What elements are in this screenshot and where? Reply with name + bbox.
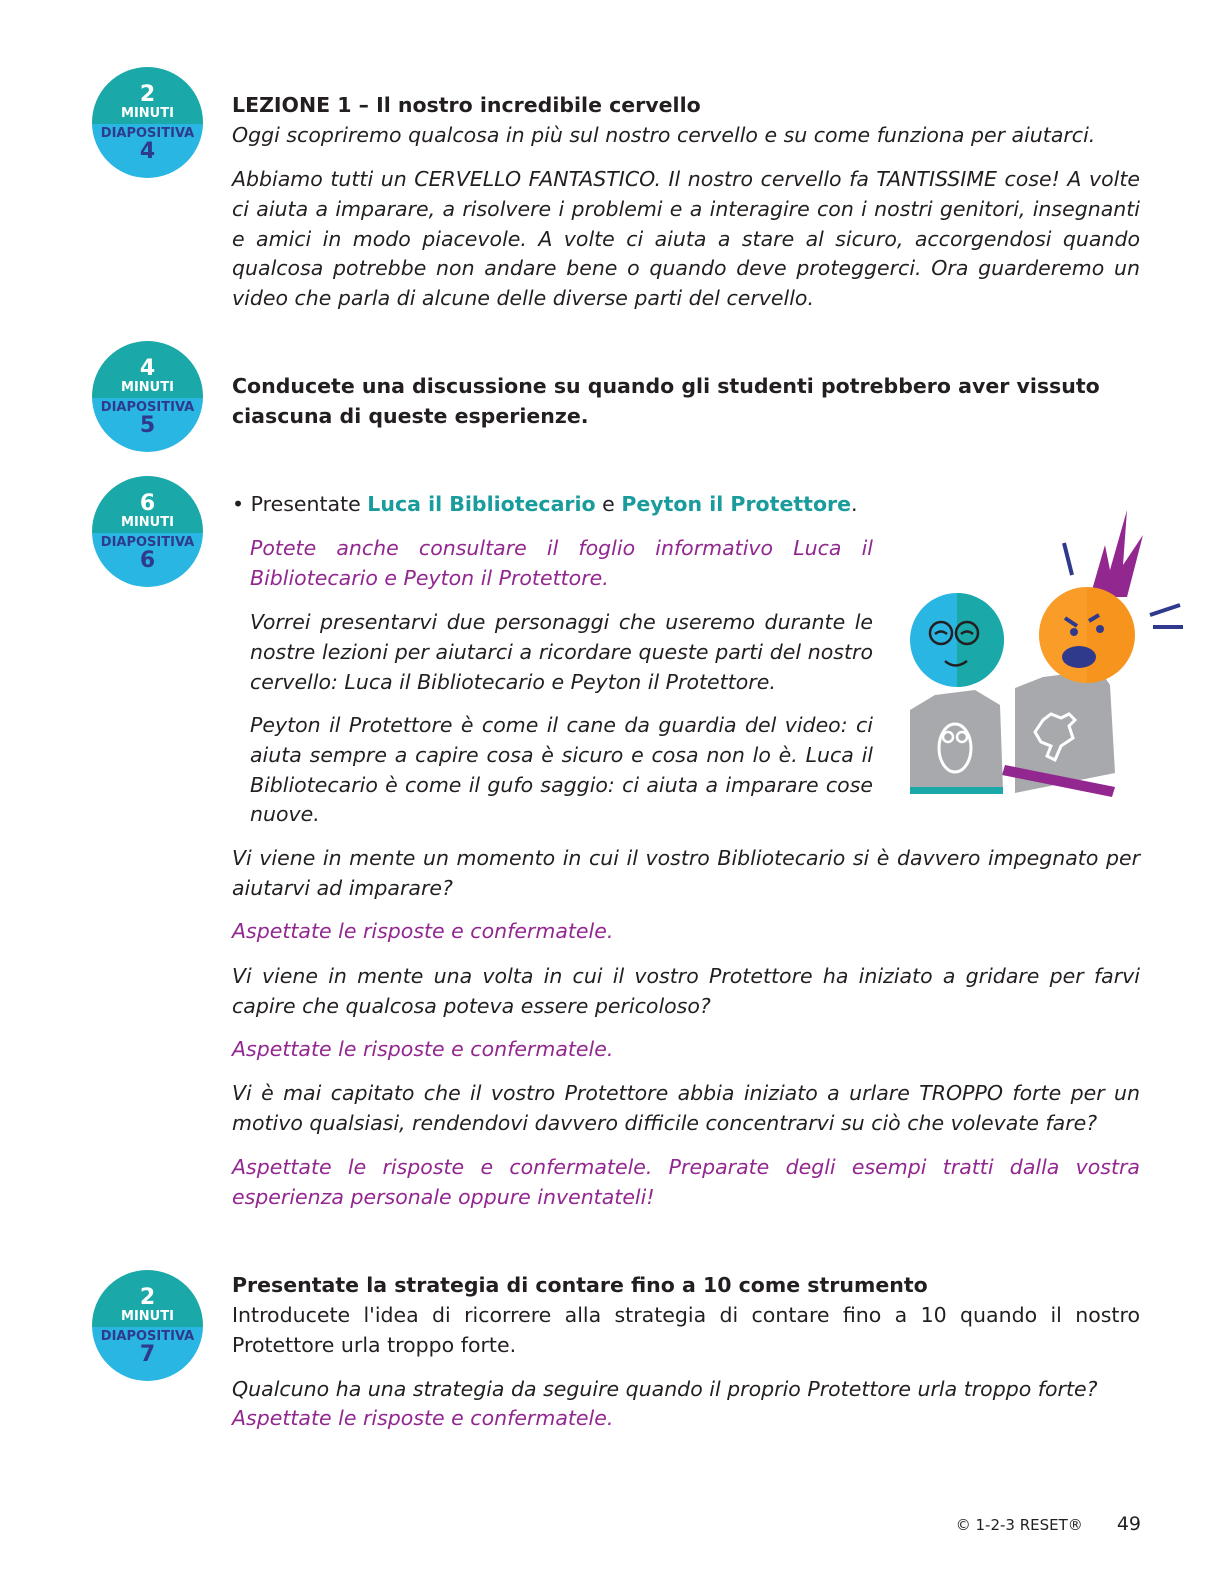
- slide-number: 4: [139, 139, 156, 164]
- question-librarian: Vi viene in mente un momento in cui il vostro Bibliotecario si è davvero impegnato per aiutarvi ad imparare?: [232, 846, 1140, 900]
- luca-peyton-illustration: [905, 505, 1187, 800]
- strategy-heading: Presentate la strategia di contare fino a 10 come strumento: [232, 1273, 928, 1297]
- peyton-head: [1039, 510, 1183, 683]
- slide-label: DIAPOSITIVA: [100, 1329, 195, 1344]
- luca-head: [910, 593, 1004, 687]
- lesson-subtitle: Oggi scopriremo qualcosa in più sul nostro cervello e su come funziona per aiutarci.: [232, 123, 1096, 147]
- info-sheet-note: Potete anche consultare il foglio informativo Luca il Bibliotecario e Peyton il Protettore.: [250, 536, 873, 590]
- time-slide-badge: [92, 67, 203, 178]
- period: .: [851, 492, 858, 516]
- copyright: © 1-2-3 RESET®: [955, 1516, 1083, 1534]
- minutes-label: MINUTI: [121, 106, 174, 121]
- intro-paragraph: Abbiamo tutti un CERVELLO FANTASTICO. Il nostro cervello fa TANTISSIME cose! A volte ci aiuta a imparare, a risolvere i problemi e a interagire con i nostri genitori, insegnanti e amici in modo piacevole. A volte ci aiuta a stare al sicuro, accorgendosi quando qualcosa potrebbe non andare bene o quando deve proteggerci. Ora guarderemo un video che parla di alcune delle diverse parti del cervello.: [232, 167, 1140, 311]
- lesson-title: LEZIONE 1 – Il nostro incredibile cervello: [232, 93, 701, 117]
- time-slide-badge: [92, 476, 203, 587]
- strategy-intro: Introducete l'idea di ricorrere alla strategia di contare fino a 10 quando il nostro Protettore urla troppo forte.: [232, 1303, 1140, 1357]
- answer-prompt-1: Aspettate le risposte e confermatele.: [232, 919, 614, 943]
- minutes-number: 2: [139, 1285, 156, 1310]
- minutes-label: MINUTI: [121, 515, 174, 530]
- page-number: 49: [1116, 1513, 1141, 1535]
- question-protector-too-loud: Vi è mai capitato che il vostro Protettore abbia iniziato a urlare TROPPO forte per un motivo qualsiasi, rendendovi davvero difficile concentrarvi su ciò che volevate fare?: [232, 1081, 1140, 1135]
- minutes-number: 2: [139, 82, 156, 107]
- slide-label: DIAPOSITIVA: [100, 400, 195, 415]
- present-word: Presentate: [250, 492, 361, 516]
- slide-number: 6: [139, 548, 156, 573]
- minutes-label: MINUTI: [121, 1309, 174, 1324]
- slide-label: DIAPOSITIVA: [100, 535, 195, 550]
- luca-body: [910, 690, 1003, 794]
- slide-number: 5: [139, 413, 156, 438]
- peyton-body: [1002, 670, 1115, 797]
- page-footer: [956, 1513, 1141, 1535]
- peyton-name: Peyton il Protettore: [621, 492, 852, 516]
- minutes-label: MINUTI: [121, 380, 174, 395]
- slide-number: 7: [139, 1342, 156, 1367]
- time-slide-badge: [92, 341, 203, 452]
- question-protector-warning: Vi viene in mente una volta in cui il vostro Protettore ha iniziato a gridare per farvi capire che qualcosa poteva essere pericoloso?: [232, 964, 1140, 1018]
- strategy-question: Qualcuno ha una strategia da seguire quando il proprio Protettore urla troppo forte?: [232, 1377, 1098, 1401]
- present-characters-line: [232, 490, 932, 520]
- answer-prompt-3: Aspettate le risposte e confermatele. Preparate degli esempi tratti dalla vostra esperienza personale oppure inventateli!: [232, 1155, 1140, 1209]
- time-slide-badge: [92, 1270, 203, 1381]
- answer-prompt-2: Aspettate le risposte e confermatele.: [232, 1037, 614, 1061]
- minutes-number: 6: [139, 491, 156, 516]
- minutes-number: 4: [139, 356, 156, 381]
- and-word: e: [602, 492, 615, 516]
- characters-intro-paragraph: Vorrei presentarvi due personaggi che useremo durante le nostre lezioni per aiutarci a ricordare queste parti del nostro cervello: Luca il Bibliotecario e Peyton il Protettore.: [250, 610, 873, 694]
- discussion-heading: Conducete una discussione su quando gli studenti potrebbero aver vissuto ciascuna di queste esperienze.: [232, 374, 1100, 428]
- slide-label: DIAPOSITIVA: [100, 126, 195, 141]
- characters-explanation-paragraph: Peyton il Protettore è come il cane da guardia del video: ci aiuta sempre a capire cosa è sicuro e cosa non lo è. Luca il Bibliotecario è come il gufo saggio: ci aiuta a imparare cose nuove.: [250, 713, 873, 827]
- luca-name: Luca il Bibliotecario: [367, 492, 596, 516]
- bullet: •: [232, 492, 245, 516]
- strategy-answer-prompt: Aspettate le risposte e confermatele.: [232, 1406, 614, 1430]
